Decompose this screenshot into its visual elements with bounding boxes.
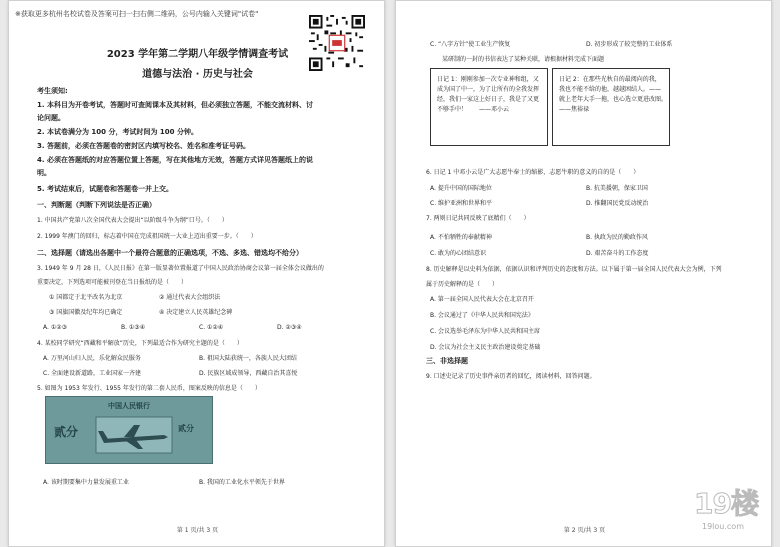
q6-option-b: B. 抗美援朝，保家卫国 — [586, 185, 648, 192]
q5-option-c: C. “八字方针”使工业生产恢复 — [430, 41, 511, 48]
q3-statement: ③ 国旗国徽及纪年均已确定 — [49, 309, 123, 316]
q8-option-c: C. 会议选举毛泽东为中华人民共和国主席 — [430, 328, 541, 335]
q6-option-d: D. 推翻国民党反动统治 — [586, 200, 649, 207]
question-3-cont: 重要决定，下列选项可能被刊登在当日报纸的是（ ） — [37, 279, 188, 286]
q8-option-a: A. 第一届全国人民代表大会在北京召开 — [430, 296, 534, 303]
q8-option-b: B. 会议通过了《中华人民共和国宪法》 — [430, 312, 534, 319]
q7-option-c: C. 敢为的心团结意识 — [430, 250, 487, 257]
diary-2-text: 日记 2：在那些光秋自的最阅向的我，我也不能不给的他，越越困结人。——就上老年大手一拖，也心选立更进改图。 ——焦裕禄 — [559, 76, 677, 113]
page-1-footer: 第 1 页/共 3 页 — [176, 527, 219, 534]
diary-1-text: 日记 1：刚刚参加一次专业神和组，又成为国了中一，为了让所有的全我发挥经，我们一家这上好日子，我是了又更不够手中！ ——邓小云 — [437, 76, 540, 113]
instruction-line: 2. 本试卷满分为 100 分，考试时间为 100 分钟。 — [37, 128, 198, 136]
question-2: 2. 1999 年澳门的回归，标志着中国在完成祖国统一大业上迈出重要一步。（ ） — [37, 233, 257, 240]
section-3-heading: 三、非选择题 — [426, 357, 468, 365]
instructions-heading: 考生须知: — [37, 87, 68, 95]
q4-option-c: C. 全面建设新道路，工业国家一齐建 — [43, 370, 142, 377]
q3-statement: ② 通过代表大会组织法 — [159, 294, 221, 301]
instruction-line: 5. 考试结束后，试题卷和答题卷一并上交。 — [37, 185, 173, 193]
q7-option-d: D. 艰苦奋斗的工作态度 — [586, 250, 649, 257]
q6-option-a: A. 提升中国的国际地位 — [430, 185, 492, 192]
q3-statement: ① 国都定于北平改名为北京 — [49, 294, 123, 301]
q5-option-b: B. 我国的工业化水平领先于世界 — [199, 479, 285, 486]
section-1-heading: 一、判断题（判断下列说法是否正确） — [37, 201, 156, 209]
question-8-cont: 属于历史解释的是（ ） — [426, 281, 499, 288]
logo-url: 19lou.com — [702, 522, 744, 531]
exam-title: 2023 学年第二学期八年级学情调查考试 — [106, 49, 289, 60]
q5-option-d: D. 初步形成了较完整的工业体系 — [586, 41, 673, 48]
q3-option-d: D. ②③④ — [277, 324, 302, 331]
q6-option-c: C. 维护亚洲和世界和平 — [430, 200, 493, 207]
diary-box-2 — [552, 68, 677, 146]
q7-option-b: B. 执政为民的勤政作风 — [586, 234, 648, 241]
question-6: 6. 日记 1 中邓小云是广大志愿牛奉士的缩影，志愿牛职的意义的自的是（ ） — [426, 169, 640, 176]
q5-option-a: A. 该时期要集中力量发展重工业 — [43, 479, 129, 486]
q8-option-d: D. 会议为社会主义民主政治建设奠定基础 — [430, 344, 541, 351]
section-2-heading: 二、选择题（请选出各题中一个最符合题意的正确选项，不选、多选、错选均不给分） — [37, 249, 303, 257]
q7-option-a: A. 不怕牺牲的奉献精神 — [430, 234, 492, 241]
instruction-line: 明。 — [37, 169, 51, 177]
banknote-denomination: 贰分 — [54, 425, 79, 439]
question-9: 9. 口述史记录了历史事件亲历者的回忆，阅读材料，回答问题。 — [426, 373, 596, 380]
q3-option-b: B. ①③④ — [121, 324, 146, 331]
banknote-denomination-2: 贰分 — [178, 424, 194, 433]
banknote-bank-name: 中国人民银行 — [108, 402, 150, 410]
exam-subject: 道德与法治 · 历史与社会 — [142, 69, 253, 80]
question-3: 3. 1949 年 9 月 28 日，《人民日报》在第一版显著位置报道了中国人民政治协商会议第一届全体会议做出的 — [37, 265, 324, 272]
instruction-line: 1. 本科目为开卷考试，答题时可查阅课本及其材料，但必须独立答题，不能交流材料、讨 — [37, 101, 313, 109]
header-notice: ※获取更多杭州名校试卷及答案可扫一扫右侧二维码，公号内输入关键词"试卷" — [15, 10, 259, 18]
question-4: 4. 某校同学研究“西藏和平解放”历史，下列最适合作为研究主题的是（ ） — [37, 340, 243, 347]
instruction-line: 4. 必须在答题纸的对应答题位置上答题，写在其他地方无效，答题方式详见答题纸上的说 — [37, 156, 313, 164]
question-7: 7. 两则日记共同反映了底精们（ ） — [426, 215, 530, 222]
q3-option-c: C. ①②④ — [199, 324, 224, 331]
q6-intro: 某研制的一封的书信表达了某种关联，请根据材料完成下面题 — [430, 56, 605, 63]
qr-code-image — [309, 15, 365, 71]
exam-page-1 — [8, 0, 385, 547]
airplane-icon — [94, 415, 174, 455]
question-1: 1. 中国共产党第八次全国代表大会提出“以阶级斗争为纲”口号。（ ） — [37, 217, 228, 224]
question-5: 5. 如图为 1953 年发行、1955 年发行的第二套人民币，图案反映的信息是（ ） — [37, 385, 261, 392]
q3-statement: ④ 决定建立人民英雄纪念碑 — [159, 309, 233, 316]
q4-option-a: A. 万里河山归人民，乐化解众民服务 — [43, 355, 141, 362]
instruction-line: 论问题。 — [37, 114, 65, 122]
logo-text: 19楼 — [694, 487, 758, 520]
question-8: 8. 历史解释是以史料为依据，依据认识和评判历史的态度和方法。以下属于第一届全国人民代表大会为例，下列 — [426, 266, 722, 273]
q4-option-b: B. 祖国大陆获统一，各族人民大团结 — [199, 355, 297, 362]
q3-option-a: A. ①②③ — [43, 324, 67, 331]
q4-option-d: D. 民族区域成领导，西藏自治其喜悦 — [199, 370, 298, 377]
diary-box-1 — [430, 68, 548, 146]
page-2-footer: 第 2 页/共 3 页 — [563, 527, 606, 534]
site-watermark-logo — [688, 488, 768, 538]
banknote-image — [45, 396, 213, 464]
exam-page-2 — [395, 0, 772, 547]
instruction-line: 3. 答题前，必须在答题卷的密封区内填写校名、姓名和准考证号码。 — [37, 142, 250, 150]
